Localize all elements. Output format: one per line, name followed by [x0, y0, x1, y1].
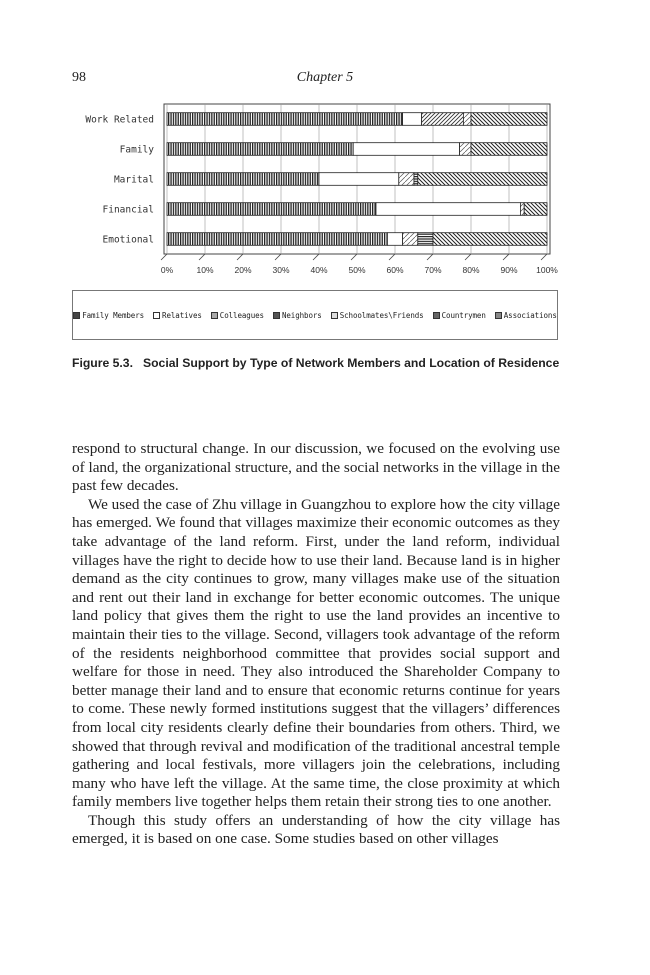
- body-text: [72, 440, 560, 849]
- legend-label: Relatives: [162, 310, 202, 320]
- x-tick-label: 10%: [196, 265, 214, 275]
- bar-segment: [167, 143, 353, 156]
- bar-segment: [167, 203, 376, 216]
- y-category-label: Family: [119, 144, 154, 156]
- bar-segment: [460, 143, 471, 156]
- bar-segment: [403, 233, 418, 246]
- x-tick-mark: [465, 254, 471, 260]
- y-category-label: Financial: [102, 204, 154, 216]
- x-tick-label: 90%: [500, 265, 518, 275]
- x-tick-mark: [541, 254, 547, 260]
- legend-label: Countrymen: [441, 310, 486, 320]
- bar-segment: [422, 113, 464, 126]
- bar-segment: [319, 173, 399, 186]
- x-tick-label: 50%: [348, 265, 366, 275]
- x-tick-label: 70%: [424, 265, 442, 275]
- legend-label: Colleagues: [219, 310, 264, 320]
- legend-swatch: [495, 312, 502, 319]
- legend-item: [73, 311, 144, 320]
- bar-segment: [471, 113, 547, 126]
- legend-item: [273, 311, 322, 320]
- paragraph: Though this study offers an understanding of how the city village has emerged, it is based on one case. Some studies based on other villages: [72, 811, 560, 848]
- legend-label: Family Members: [82, 310, 145, 320]
- x-tick-label: 0%: [160, 265, 174, 275]
- x-tick-mark: [275, 254, 281, 260]
- bar-segment: [167, 233, 387, 246]
- legend-swatch: [273, 312, 280, 319]
- bar-segment: [353, 143, 459, 156]
- x-tick-label: 80%: [462, 265, 480, 275]
- bar-segment: [524, 203, 547, 216]
- legend-swatch: [153, 312, 160, 319]
- bar-segment: [376, 203, 520, 216]
- bar-segment: [418, 173, 547, 186]
- x-tick-label: 100%: [536, 265, 558, 275]
- legend-label: Associations: [503, 310, 557, 320]
- legend-label: Neighbors: [281, 310, 322, 320]
- chart-legend: [72, 290, 558, 340]
- x-tick-label: 30%: [272, 265, 290, 275]
- legend-item: [153, 311, 202, 320]
- bar-segment: [414, 173, 418, 186]
- bar-segment: [387, 233, 402, 246]
- page-number: 98: [72, 70, 86, 85]
- running-head: Chapter 5: [296, 70, 354, 85]
- x-tick-mark: [503, 254, 509, 260]
- legend-swatch: [211, 312, 218, 319]
- x-tick-mark: [161, 254, 167, 260]
- y-category-label: Emotional: [102, 234, 154, 246]
- x-tick-mark: [351, 254, 357, 260]
- x-tick-mark: [389, 254, 395, 260]
- x-tick-mark: [313, 254, 319, 260]
- bar-segment: [403, 113, 422, 126]
- legend-label: Schoolmates\Friends: [339, 310, 424, 320]
- y-axis-labels: [85, 115, 154, 246]
- legend-item: [331, 311, 424, 320]
- figure-caption-text: Social Support by Type of Network Members and Location of Residence: [142, 356, 560, 370]
- stacked-bar-chart: [0, 92, 650, 282]
- x-tick-label: 40%: [310, 265, 328, 275]
- figure-caption: [72, 356, 572, 370]
- paragraph: We used the case of Zhu village in Guangzhou to explore how the city village has emerged. We found that villages maximize their economic outcomes as they take advantage of the land reform. First, under the land reform, individual villages have the right to decide how to use their land. Because land is in higher demand as the city continues to grow, many villages make use of the situation and rent out their land in exchange for better economic outcomes. The unique land policy that gives them the right to use the land provides an incentive to maintain their ties to the village. Second, villagers took advantage of the reform of the residents neighborhood committee that provides social support and welfare for those in need. They also introduced the Shareholder Company to better manage their land and to ensure that economic returns continue for years to come. These newly formed institutions suggest that the villagers’ differences from local city residents clearly define their boundaries from others. Third, we showed that through revival and modification of the traditional ancestral temple gathering and local festivals, more villagers join the celebrations, including many who have left the village. At the same time, the close proximity at which family members live together helps them retain their strong ties to one another.: [72, 495, 560, 811]
- x-tick-mark: [427, 254, 433, 260]
- y-category-label: Marital: [113, 174, 154, 186]
- legend-swatch: [331, 312, 338, 319]
- legend-swatch: [433, 312, 440, 319]
- bar-segment: [433, 233, 547, 246]
- x-tick-mark: [199, 254, 205, 260]
- x-tick-mark: [237, 254, 243, 260]
- x-tick-label: 20%: [234, 265, 252, 275]
- bar-segment: [463, 113, 471, 126]
- bar-segment: [167, 113, 403, 126]
- paragraph: respond to structural change. In our discussion, we focused on the evolving use of land, the organizational structure, and the social networks in the village in the past few decades.: [72, 440, 560, 495]
- bar-segment: [520, 203, 524, 216]
- legend-item: [211, 311, 264, 320]
- bar-segment: [471, 143, 547, 156]
- bar-segment: [167, 173, 319, 186]
- bar-segment: [399, 173, 414, 186]
- legend-item: [495, 311, 557, 320]
- figure-number: Figure 5.3.: [72, 356, 133, 370]
- x-tick-label: 60%: [386, 265, 404, 275]
- x-axis-labels: [161, 265, 558, 275]
- y-category-label: Work Related: [85, 114, 154, 126]
- legend-item: [433, 311, 486, 320]
- legend-swatch: [73, 312, 80, 319]
- bar-segment: [418, 233, 433, 246]
